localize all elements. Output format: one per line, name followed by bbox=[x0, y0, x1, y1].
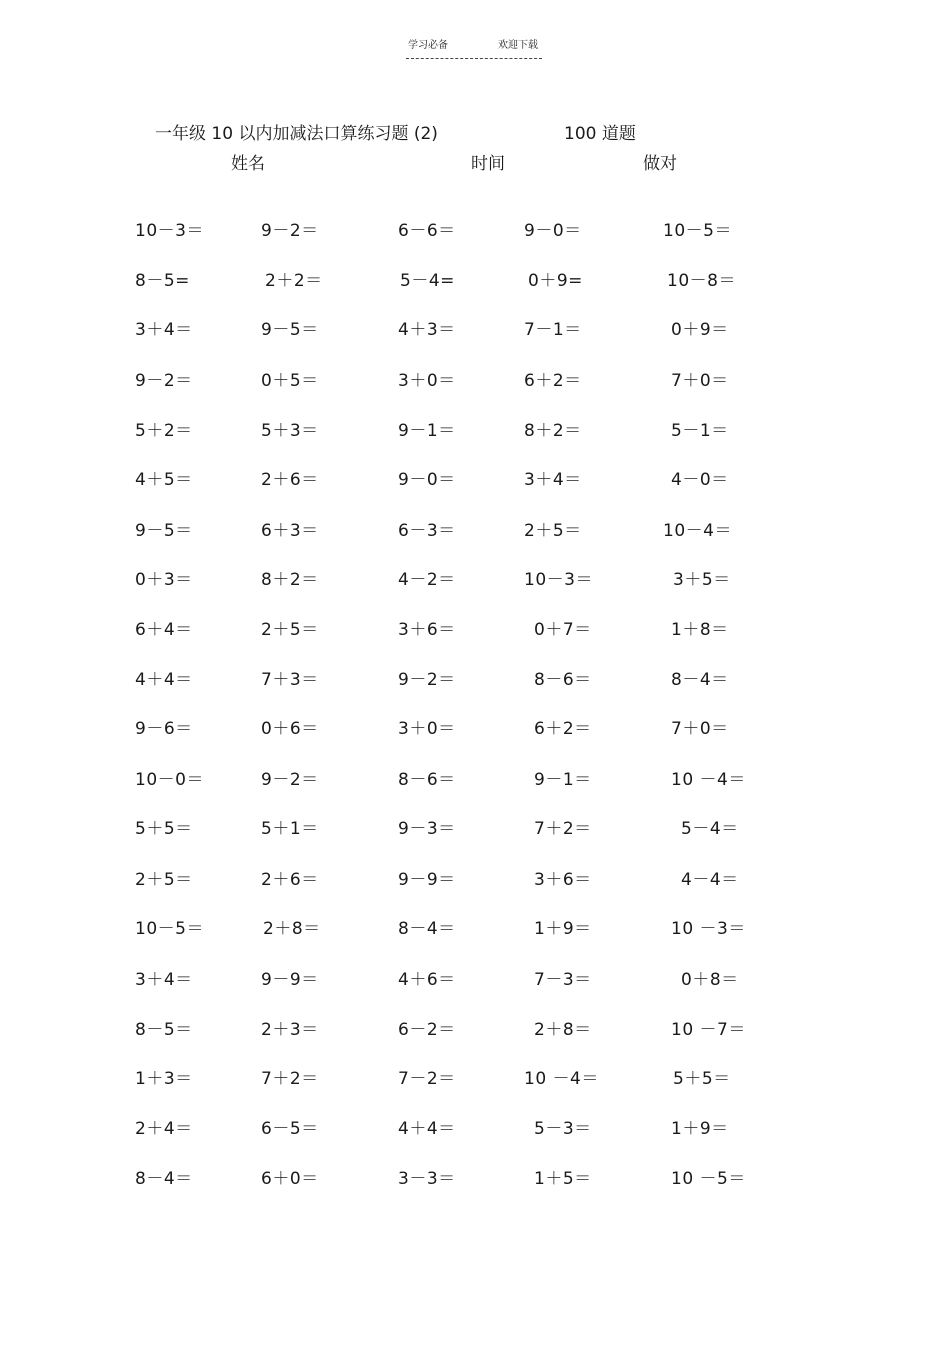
arithmetic-problem: 9－1＝ bbox=[534, 770, 592, 790]
arithmetic-problem: 7＋3＝ bbox=[261, 670, 319, 690]
arithmetic-problem: 6－2＝ bbox=[398, 1020, 456, 1040]
arithmetic-problem: 1＋8＝ bbox=[671, 620, 729, 640]
arithmetic-problem: 3＋4＝ bbox=[524, 470, 582, 490]
arithmetic-problem: 7－3＝ bbox=[534, 970, 592, 990]
arithmetic-problem: 6－6＝ bbox=[398, 221, 456, 241]
arithmetic-problem: 7＋2＝ bbox=[261, 1069, 319, 1089]
arithmetic-problem: 7＋2＝ bbox=[534, 819, 592, 839]
arithmetic-problem: 9－0＝ bbox=[398, 470, 456, 490]
arithmetic-problem: 0＋7＝ bbox=[534, 620, 592, 640]
arithmetic-problem: 2＋2＝ bbox=[265, 271, 323, 291]
arithmetic-problem: 10－3＝ bbox=[524, 570, 593, 590]
arithmetic-problem: 1＋9＝ bbox=[534, 919, 592, 939]
arithmetic-problem: 8－5= bbox=[135, 271, 190, 291]
arithmetic-problem: 9－2＝ bbox=[261, 221, 319, 241]
arithmetic-problem: 5－3＝ bbox=[534, 1119, 592, 1139]
arithmetic-problem: 5＋1＝ bbox=[261, 819, 319, 839]
arithmetic-problem: 8－6＝ bbox=[534, 670, 592, 690]
arithmetic-problem: 10－4＝ bbox=[663, 521, 732, 541]
arithmetic-problem: 3＋0＝ bbox=[398, 371, 456, 391]
arithmetic-problem: 6＋3＝ bbox=[261, 521, 319, 541]
arithmetic-problem: 6＋2＝ bbox=[524, 371, 582, 391]
arithmetic-problem: 10－8＝ bbox=[667, 271, 736, 291]
arithmetic-problem: 2＋8＝ bbox=[534, 1020, 592, 1040]
arithmetic-problem: 5＋2＝ bbox=[135, 421, 193, 441]
arithmetic-problem: 1＋5＝ bbox=[534, 1169, 592, 1189]
arithmetic-problem: 10 －3＝ bbox=[671, 919, 746, 939]
arithmetic-problem: 5－1＝ bbox=[671, 421, 729, 441]
arithmetic-problem: 6－3＝ bbox=[398, 521, 456, 541]
arithmetic-problem: 0＋5＝ bbox=[261, 371, 319, 391]
arithmetic-problem: 8＋2＝ bbox=[524, 421, 582, 441]
arithmetic-problem: 10 －7＝ bbox=[671, 1020, 746, 1040]
arithmetic-problem: 3＋0＝ bbox=[398, 719, 456, 739]
arithmetic-problem: 9－5＝ bbox=[261, 320, 319, 340]
arithmetic-problem: 2＋3＝ bbox=[261, 1020, 319, 1040]
arithmetic-problem: 2＋5＝ bbox=[524, 521, 582, 541]
arithmetic-problem: 4－2＝ bbox=[398, 570, 456, 590]
arithmetic-problem: 7－2＝ bbox=[398, 1069, 456, 1089]
arithmetic-problem: 10 －4＝ bbox=[524, 1069, 599, 1089]
arithmetic-problem: 8－4＝ bbox=[671, 670, 729, 690]
arithmetic-problem: 8－6＝ bbox=[398, 770, 456, 790]
arithmetic-problem: 9－1＝ bbox=[398, 421, 456, 441]
arithmetic-problem: 5＋3＝ bbox=[261, 421, 319, 441]
arithmetic-problem: 9－6＝ bbox=[135, 719, 193, 739]
arithmetic-problem: 8＋2＝ bbox=[261, 570, 319, 590]
arithmetic-problem: 9－0＝ bbox=[524, 221, 582, 241]
arithmetic-problem: 8－4＝ bbox=[398, 919, 456, 939]
arithmetic-problem: 0＋6＝ bbox=[261, 719, 319, 739]
arithmetic-problem: 5－4＝ bbox=[681, 819, 739, 839]
arithmetic-problem: 4＋5＝ bbox=[135, 470, 193, 490]
arithmetic-problem: 5＋5＝ bbox=[673, 1069, 731, 1089]
arithmetic-problem: 4＋3＝ bbox=[398, 320, 456, 340]
arithmetic-problem: 6＋4＝ bbox=[135, 620, 193, 640]
worksheet-title: 一年级 10 以内加减法口算练习题 (2) bbox=[155, 124, 438, 144]
arithmetic-problem: 9－2＝ bbox=[261, 770, 319, 790]
arithmetic-problem: 9－9＝ bbox=[398, 870, 456, 890]
arithmetic-problem: 10－0＝ bbox=[135, 770, 204, 790]
arithmetic-problem: 3＋6＝ bbox=[534, 870, 592, 890]
arithmetic-problem: 0＋3＝ bbox=[135, 570, 193, 590]
arithmetic-problem: 2＋4＝ bbox=[135, 1119, 193, 1139]
problem-count: 100 道题 bbox=[564, 124, 636, 144]
arithmetic-problem: 7＋0＝ bbox=[671, 371, 729, 391]
arithmetic-problem: 4－0＝ bbox=[671, 470, 729, 490]
arithmetic-problem: 3＋6＝ bbox=[398, 620, 456, 640]
arithmetic-problem: 4＋4＝ bbox=[398, 1119, 456, 1139]
arithmetic-problem: 10－5＝ bbox=[135, 919, 204, 939]
arithmetic-problem: 2＋6＝ bbox=[261, 870, 319, 890]
arithmetic-problem: 10－5＝ bbox=[663, 221, 732, 241]
arithmetic-problem: 3－3＝ bbox=[398, 1169, 456, 1189]
arithmetic-problem: 9－2＝ bbox=[398, 670, 456, 690]
arithmetic-problem: 4－4＝ bbox=[681, 870, 739, 890]
arithmetic-problem: 7－1＝ bbox=[524, 320, 582, 340]
arithmetic-problem: 9－3＝ bbox=[398, 819, 456, 839]
arithmetic-problem: 3＋4＝ bbox=[135, 320, 193, 340]
arithmetic-problem: 9－2＝ bbox=[135, 371, 193, 391]
arithmetic-problem: 8－4＝ bbox=[135, 1169, 193, 1189]
arithmetic-problem: 8－5＝ bbox=[135, 1020, 193, 1040]
arithmetic-problem: 9－9＝ bbox=[261, 970, 319, 990]
header-right-text: 欢迎下载 bbox=[498, 40, 538, 51]
arithmetic-problem: 5－4= bbox=[400, 271, 455, 291]
arithmetic-problem: 6＋0＝ bbox=[261, 1169, 319, 1189]
arithmetic-problem: 1＋3＝ bbox=[135, 1069, 193, 1089]
arithmetic-problem: 3＋4＝ bbox=[135, 970, 193, 990]
arithmetic-problem: 10－3＝ bbox=[135, 221, 204, 241]
arithmetic-problem: 6－5＝ bbox=[261, 1119, 319, 1139]
name-label: 姓名 bbox=[231, 154, 265, 174]
arithmetic-problem: 2＋8＝ bbox=[263, 919, 321, 939]
arithmetic-problem: 0＋9= bbox=[528, 271, 583, 291]
arithmetic-problem: 1＋9＝ bbox=[671, 1119, 729, 1139]
arithmetic-problem: 2＋5＝ bbox=[135, 870, 193, 890]
arithmetic-problem: 7＋0＝ bbox=[671, 719, 729, 739]
arithmetic-problem: 2＋5＝ bbox=[261, 620, 319, 640]
arithmetic-problem: 4＋4＝ bbox=[135, 670, 193, 690]
arithmetic-problem: 0＋8＝ bbox=[681, 970, 739, 990]
arithmetic-problem: 0＋9＝ bbox=[671, 320, 729, 340]
arithmetic-problem: 4＋6＝ bbox=[398, 970, 456, 990]
arithmetic-problem: 10 －5＝ bbox=[671, 1169, 746, 1189]
time-label: 时间 bbox=[471, 154, 505, 174]
header-left-text: 学习必备 bbox=[408, 40, 448, 51]
arithmetic-problem: 6＋2＝ bbox=[534, 719, 592, 739]
arithmetic-problem: 3＋5＝ bbox=[673, 570, 731, 590]
arithmetic-problem: 9－5＝ bbox=[135, 521, 193, 541]
arithmetic-problem: 10 －4＝ bbox=[671, 770, 746, 790]
arithmetic-problem: 2＋6＝ bbox=[261, 470, 319, 490]
arithmetic-problem: 5＋5＝ bbox=[135, 819, 193, 839]
correct-label: 做对 bbox=[643, 154, 677, 174]
